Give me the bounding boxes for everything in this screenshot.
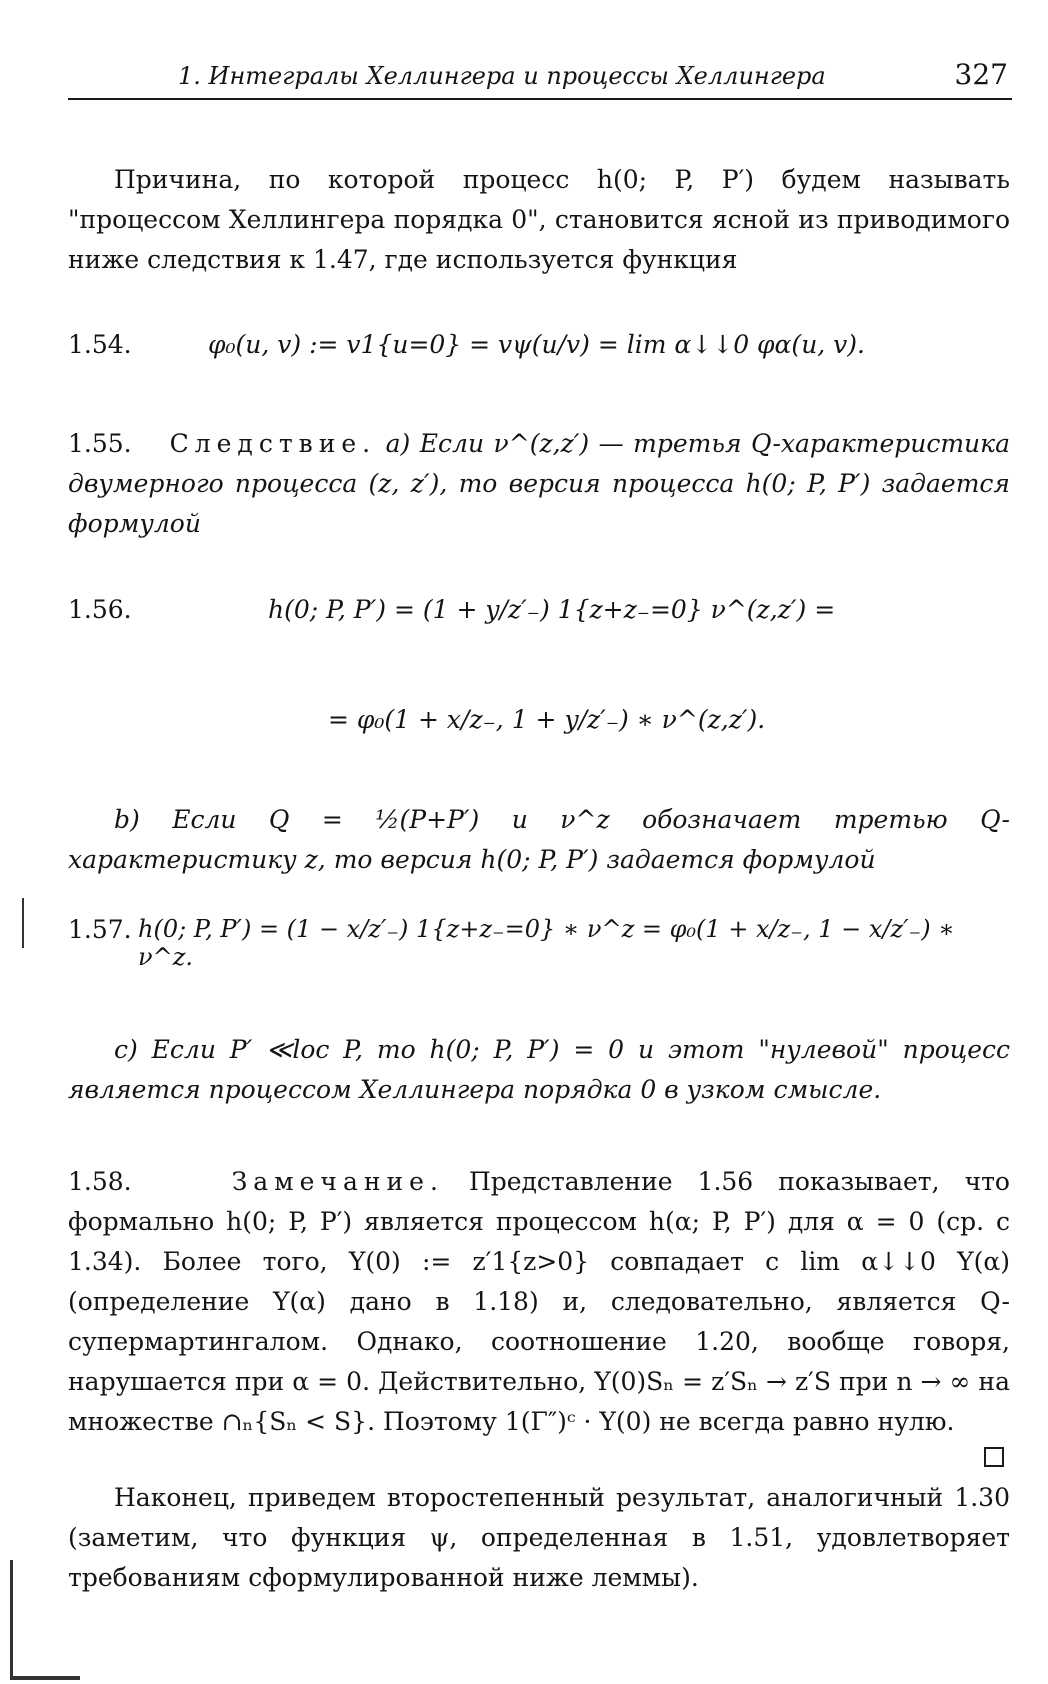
page-number: 327 bbox=[954, 58, 1008, 91]
part-b-paragraph: b) Если Q = ½(P+P′) и ν^z обозначает третью Q-характеристику z, то версия h(0; P, P′) задается формулой bbox=[68, 805, 1010, 874]
remark-1-58 bbox=[68, 1162, 1010, 1442]
equation-formula: φ₀(u, v) := v1{u=0} = vψ(u/v) = lim α↓↓0 φα(u, v). bbox=[208, 330, 866, 359]
scan-margin-mark bbox=[10, 1676, 80, 1680]
equation-formula: h(0; P, P′) = (1 − x/z′₋) 1{z+z₋=0} ∗ ν^z = φ₀(1 + x/z₋, 1 − x/z′₋) ∗ ν^z. bbox=[138, 915, 955, 971]
corollary-number: 1.55. bbox=[68, 429, 132, 458]
equation-number: 1.54. bbox=[68, 330, 132, 359]
equation-1-56-continued bbox=[68, 705, 1010, 765]
corollary-label: Следствие. bbox=[169, 429, 377, 458]
corollary-part-a: a) Если ν^(z,z′) — третья Q-характеристика двумерного процесса (z, z′), то версия процесса h(0; P, P′) задается формулой bbox=[68, 429, 1010, 538]
qed-box bbox=[990, 1445, 1010, 1475]
equation-number: 1.56. bbox=[68, 595, 132, 624]
corollary-1-55 bbox=[68, 424, 1010, 544]
intro-paragraph: Причина, по которой процесс h(0; P, P′) будем называть "процессом Хеллингера порядка 0", становится ясной из приводимого ниже следствия к 1.47, где используется функция bbox=[68, 165, 1010, 274]
running-title: 1. Интегралы Хеллингера и процессы Хеллингера bbox=[178, 62, 826, 90]
scan-margin-mark bbox=[22, 898, 24, 948]
equation-number: 1.57. bbox=[68, 915, 132, 944]
running-header bbox=[68, 58, 1012, 100]
remark-label: Замечание. bbox=[231, 1167, 444, 1196]
closing-paragraph: Наконец, приведем второстепенный результат, аналогичный 1.30 (заметим, что функция ψ, определенная в 1.51, удовлетворяет требованиям сформулированной ниже леммы). bbox=[68, 1483, 1010, 1592]
qed-icon bbox=[984, 1447, 1004, 1467]
equation-line-2: = φ₀(1 + x/z₋, 1 + y/z′₋) ∗ ν^(z,z′). bbox=[328, 705, 766, 734]
scan-margin-mark bbox=[10, 1560, 13, 1680]
equation-1-56 bbox=[68, 595, 1010, 655]
part-c-paragraph: c) Если P′ ≪loc P, то h(0; P, P′) = 0 и этот "нулевой" процесс является процессом Хеллингера порядка 0 в узком смысле. bbox=[68, 1035, 1010, 1104]
equation-1-54 bbox=[68, 330, 1010, 390]
equation-1-57 bbox=[68, 915, 1010, 975]
equation-line-1: h(0; P, P′) = (1 + y/z′₋) 1{z+z₋=0} ν^(z,z′) = bbox=[268, 595, 836, 624]
remark-text: Представление 1.56 показывает, что формально h(0; P, P′) является процессом h(α; P, P′) для α = 0 (ср. с 1.34). Более того, Y(0) := z′1{z>0} совпадает с lim α↓↓0 Y(α) (определение Y(α) дано в 1.18) и, следовательно, является Q-супермартингалом. Однако, соотношение 1.20, вообще говоря, нарушается при α = 0. Действительно, Y(0)Sₙ = z′Sₙ → z′S при n → ∞ на множестве ∩ₙ{Sₙ < S}. Поэтому 1(Γ″)ᶜ · Y(0) не всегда равно нулю. bbox=[68, 1167, 1010, 1436]
remark-number: 1.58. bbox=[68, 1167, 132, 1196]
